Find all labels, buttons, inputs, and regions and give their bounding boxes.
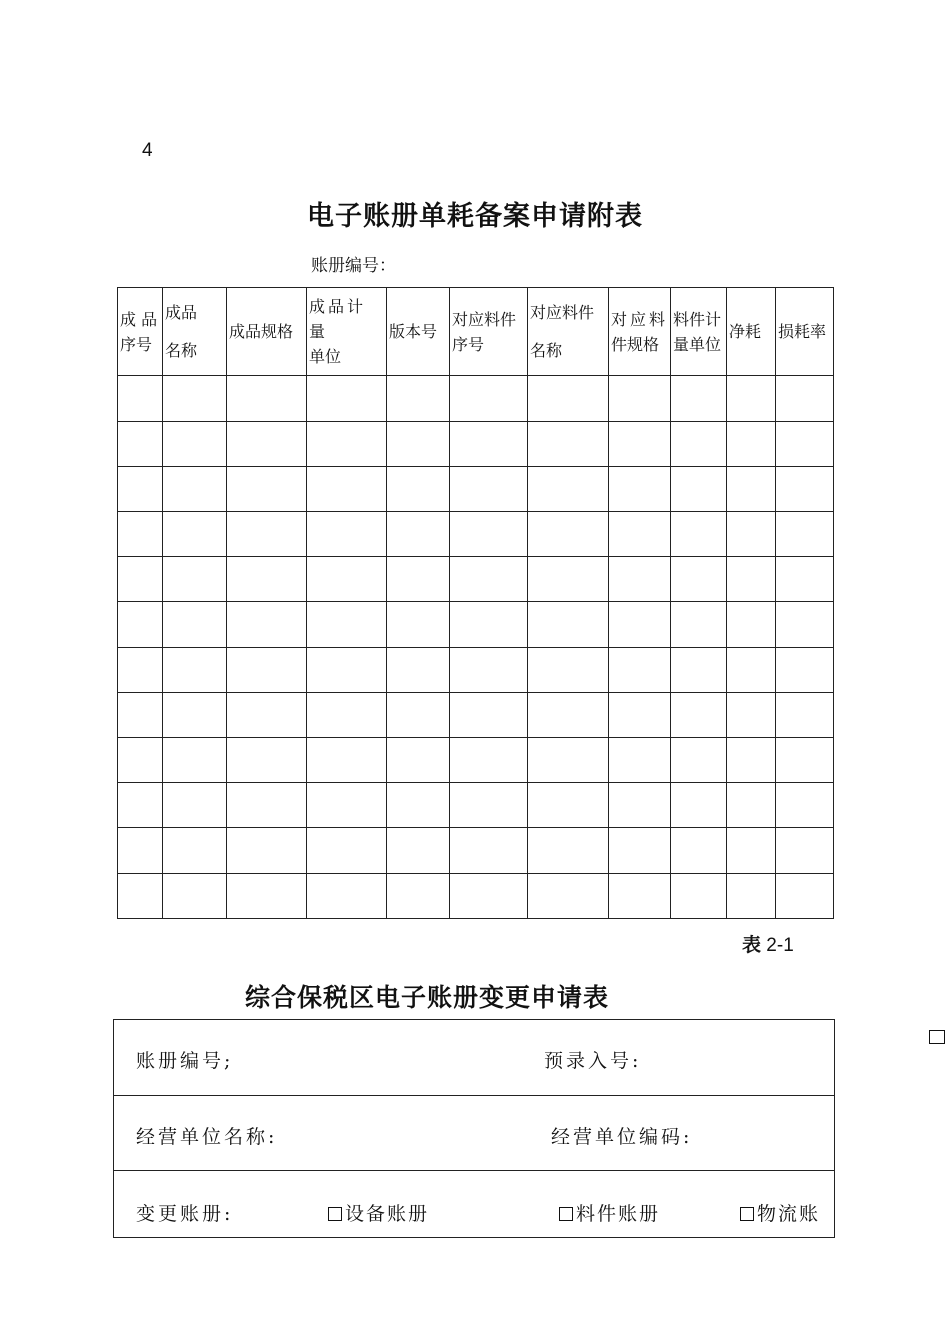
header-material-spec — [609, 288, 671, 376]
table-cell[interactable] — [671, 692, 727, 737]
header-text: 名称 — [165, 340, 198, 360]
table-cell[interactable] — [307, 828, 387, 873]
option-label: 物流账 — [757, 1203, 821, 1225]
table-cell[interactable] — [163, 647, 227, 692]
table-cell[interactable] — [118, 512, 163, 557]
table-cell[interactable] — [227, 376, 307, 421]
form-row-company — [114, 1095, 834, 1171]
table-cell[interactable] — [227, 647, 307, 692]
table-cell[interactable] — [609, 421, 671, 466]
header-text: 对应料 — [611, 309, 669, 329]
table-cell[interactable] — [227, 557, 307, 602]
table-cell[interactable] — [609, 873, 671, 918]
table-row — [118, 783, 834, 828]
table-cell[interactable] — [776, 783, 834, 828]
table-cell[interactable] — [671, 783, 727, 828]
table-row — [118, 602, 834, 647]
table-cell[interactable] — [227, 738, 307, 783]
table-cell[interactable] — [528, 376, 609, 421]
table-cell[interactable] — [450, 466, 528, 511]
table-cell[interactable] — [727, 873, 776, 918]
header-finished-spec — [227, 288, 307, 376]
header-net-consumption — [727, 288, 776, 376]
table-cell[interactable] — [227, 466, 307, 511]
table-cell[interactable] — [118, 421, 163, 466]
table-cell[interactable] — [163, 466, 227, 511]
header-text: 版本号 — [389, 322, 438, 342]
table-cell[interactable] — [450, 512, 528, 557]
table-cell[interactable] — [776, 828, 834, 873]
header-version — [387, 288, 450, 376]
table-cell[interactable] — [727, 557, 776, 602]
company-name-field[interactable]: 经营单位名称: — [136, 1126, 278, 1148]
table-cell[interactable] — [528, 557, 609, 602]
table-cell[interactable] — [307, 466, 387, 511]
table-cell[interactable] — [307, 783, 387, 828]
header-text: 序号 — [452, 334, 485, 354]
table-row — [118, 512, 834, 557]
table-cell[interactable] — [727, 783, 776, 828]
ledger-number-label: 账册编号： — [311, 256, 396, 276]
table-cell[interactable] — [387, 738, 450, 783]
table-cell[interactable] — [609, 376, 671, 421]
table-cell[interactable] — [727, 376, 776, 421]
table-cell[interactable] — [450, 828, 528, 873]
table-cell[interactable] — [609, 602, 671, 647]
table-cell[interactable] — [528, 828, 609, 873]
table-cell[interactable] — [450, 783, 528, 828]
header-text: 对应料件 — [530, 302, 595, 322]
table-cell[interactable] — [307, 602, 387, 647]
header-text: 成品规格 — [229, 322, 294, 342]
header-text: 损耗率 — [778, 322, 827, 342]
table-cell[interactable] — [450, 376, 528, 421]
table-cell[interactable] — [671, 873, 727, 918]
table-cell[interactable] — [450, 692, 528, 737]
table-cell[interactable] — [307, 557, 387, 602]
table-cell[interactable] — [118, 647, 163, 692]
header-loss-rate — [776, 288, 834, 376]
table-cell[interactable] — [528, 873, 609, 918]
change-form-title: 综合保税区电子账册变更申请表 — [245, 983, 610, 1012]
table-cell[interactable] — [671, 512, 727, 557]
table-cell[interactable] — [387, 512, 450, 557]
table-cell[interactable] — [227, 602, 307, 647]
table-row — [118, 421, 834, 466]
table-cell[interactable] — [307, 421, 387, 466]
table-cell[interactable] — [118, 873, 163, 918]
table-cell[interactable] — [163, 692, 227, 737]
table-label-number: 2-1 — [766, 935, 794, 956]
table-cell[interactable] — [528, 602, 609, 647]
table-cell[interactable] — [776, 512, 834, 557]
checkbox-icon[interactable] — [929, 1030, 945, 1044]
table-cell[interactable] — [727, 421, 776, 466]
table-cell[interactable] — [118, 783, 163, 828]
page-number: 4 — [142, 140, 153, 161]
checkbox-icon[interactable] — [328, 1207, 342, 1221]
table-cell[interactable] — [776, 602, 834, 647]
checkbox-icon[interactable] — [559, 1207, 573, 1221]
table-cell[interactable] — [163, 873, 227, 918]
table-cell[interactable] — [776, 647, 834, 692]
table-cell[interactable] — [776, 557, 834, 602]
table-cell[interactable] — [163, 557, 227, 602]
table-cell[interactable] — [609, 466, 671, 511]
consumption-table — [117, 287, 834, 919]
pre-entry-number-field[interactable]: 预录入号: — [544, 1050, 642, 1072]
table-cell[interactable] — [671, 376, 727, 421]
form-row-change — [114, 1171, 834, 1238]
table-cell[interactable] — [227, 512, 307, 557]
table-cell[interactable] — [163, 602, 227, 647]
table-cell[interactable] — [776, 738, 834, 783]
table-cell[interactable] — [387, 602, 450, 647]
table-cell[interactable] — [227, 421, 307, 466]
table-cell[interactable] — [727, 692, 776, 737]
table-cell[interactable] — [671, 738, 727, 783]
table-cell[interactable] — [671, 828, 727, 873]
header-text: 对应料件 — [452, 309, 517, 329]
table-cell[interactable] — [118, 557, 163, 602]
table-row — [118, 647, 834, 692]
table-cell[interactable] — [609, 647, 671, 692]
company-code-field[interactable]: 经营单位编码: — [551, 1126, 693, 1148]
table-cell[interactable] — [118, 828, 163, 873]
table-cell[interactable] — [307, 647, 387, 692]
table-cell[interactable] — [450, 873, 528, 918]
table-cell[interactable] — [387, 421, 450, 466]
header-text: 单位 — [309, 347, 342, 367]
table-header-row — [118, 288, 834, 376]
option-material-ledger[interactable] — [559, 1199, 660, 1226]
table-cell[interactable] — [387, 647, 450, 692]
table-cell[interactable] — [528, 466, 609, 511]
table-cell[interactable] — [163, 376, 227, 421]
table-cell[interactable] — [118, 466, 163, 511]
table-cell[interactable] — [776, 466, 834, 511]
table-cell[interactable] — [163, 738, 227, 783]
table-cell[interactable] — [387, 828, 450, 873]
option-equipment-ledger[interactable] — [328, 1199, 429, 1226]
change-application-form — [113, 1019, 835, 1238]
table-cell[interactable] — [528, 421, 609, 466]
table-cell[interactable] — [450, 647, 528, 692]
table-cell[interactable] — [307, 376, 387, 421]
table-label-prefix: 表 — [742, 934, 762, 956]
table-cell[interactable] — [387, 692, 450, 737]
table-row — [118, 738, 834, 783]
table-cell[interactable] — [671, 466, 727, 511]
header-finished-unit — [307, 288, 387, 376]
table-cell[interactable] — [118, 602, 163, 647]
table-cell[interactable] — [227, 873, 307, 918]
table-cell[interactable] — [528, 512, 609, 557]
table-cell[interactable] — [307, 873, 387, 918]
table-cell[interactable] — [609, 692, 671, 737]
table-cell[interactable] — [609, 738, 671, 783]
table-cell[interactable] — [727, 512, 776, 557]
header-text: 序号 — [120, 334, 153, 354]
header-finished-name — [163, 288, 227, 376]
table-cell[interactable] — [118, 376, 163, 421]
table-cell[interactable] — [163, 421, 227, 466]
table-cell[interactable] — [671, 602, 727, 647]
header-material-seq — [450, 288, 528, 376]
table-row — [118, 376, 834, 421]
header-text: 成品计量 — [309, 297, 367, 342]
header-text: 件规格 — [611, 334, 660, 354]
table-cell[interactable] — [387, 376, 450, 421]
header-text: 成 品 — [120, 309, 158, 329]
table-row — [118, 466, 834, 511]
table-row — [118, 873, 834, 918]
form-row-ledger — [114, 1020, 834, 1096]
table-cell[interactable] — [528, 738, 609, 783]
header-text: 成品 — [165, 302, 198, 322]
option-label: 设备账册 — [345, 1203, 430, 1225]
table-cell[interactable] — [450, 421, 528, 466]
ledger-number-field[interactable]: 账册编号; — [136, 1050, 234, 1072]
table-cell[interactable] — [118, 738, 163, 783]
table-cell[interactable] — [163, 783, 227, 828]
table-cell[interactable] — [727, 647, 776, 692]
table-cell[interactable] — [163, 512, 227, 557]
table-cell[interactable] — [671, 421, 727, 466]
header-material-name — [528, 288, 609, 376]
page-title: 电子账册单耗备案申请附表 — [307, 201, 643, 232]
table-cell[interactable] — [307, 738, 387, 783]
table-cell[interactable] — [671, 647, 727, 692]
table-row — [118, 828, 834, 873]
table-cell[interactable] — [450, 557, 528, 602]
table-cell[interactable] — [609, 512, 671, 557]
table-cell[interactable] — [528, 692, 609, 737]
table-cell[interactable] — [528, 783, 609, 828]
table-cell[interactable] — [227, 828, 307, 873]
table-cell[interactable] — [528, 647, 609, 692]
header-finished-seq — [118, 288, 163, 376]
table-row — [118, 692, 834, 737]
table-cell[interactable] — [450, 738, 528, 783]
header-text: 量单位 — [673, 334, 722, 354]
checkbox-icon[interactable] — [740, 1207, 754, 1221]
table-cell[interactable] — [609, 557, 671, 602]
table-cell[interactable] — [776, 421, 834, 466]
table-cell[interactable] — [727, 602, 776, 647]
table-cell[interactable] — [727, 828, 776, 873]
header-text: 料件计 — [673, 309, 722, 329]
header-text: 净耗 — [729, 322, 762, 342]
change-ledger-label: 变更账册: — [136, 1203, 234, 1225]
table-cell[interactable] — [609, 828, 671, 873]
table-cell[interactable] — [118, 692, 163, 737]
table-cell[interactable] — [307, 692, 387, 737]
table-cell[interactable] — [609, 783, 671, 828]
table-cell[interactable] — [727, 466, 776, 511]
table-cell[interactable] — [227, 783, 307, 828]
header-material-unit — [671, 288, 727, 376]
table-cell[interactable] — [163, 828, 227, 873]
option-label: 料件账册 — [576, 1203, 661, 1225]
option-logistics-ledger[interactable] — [740, 1199, 820, 1226]
table-cell[interactable] — [387, 783, 450, 828]
table-cell[interactable] — [387, 873, 450, 918]
table-row — [118, 557, 834, 602]
table-number-label — [742, 930, 794, 957]
table-cell[interactable] — [227, 692, 307, 737]
table-cell[interactable] — [387, 557, 450, 602]
table-cell[interactable] — [671, 557, 727, 602]
table-cell[interactable] — [387, 466, 450, 511]
table-cell[interactable] — [776, 692, 834, 737]
table-cell[interactable] — [776, 873, 834, 918]
table-cell[interactable] — [450, 602, 528, 647]
table-cell[interactable] — [307, 512, 387, 557]
table-cell[interactable] — [776, 376, 834, 421]
header-text: 名称 — [530, 340, 563, 360]
table-cell[interactable] — [727, 738, 776, 783]
